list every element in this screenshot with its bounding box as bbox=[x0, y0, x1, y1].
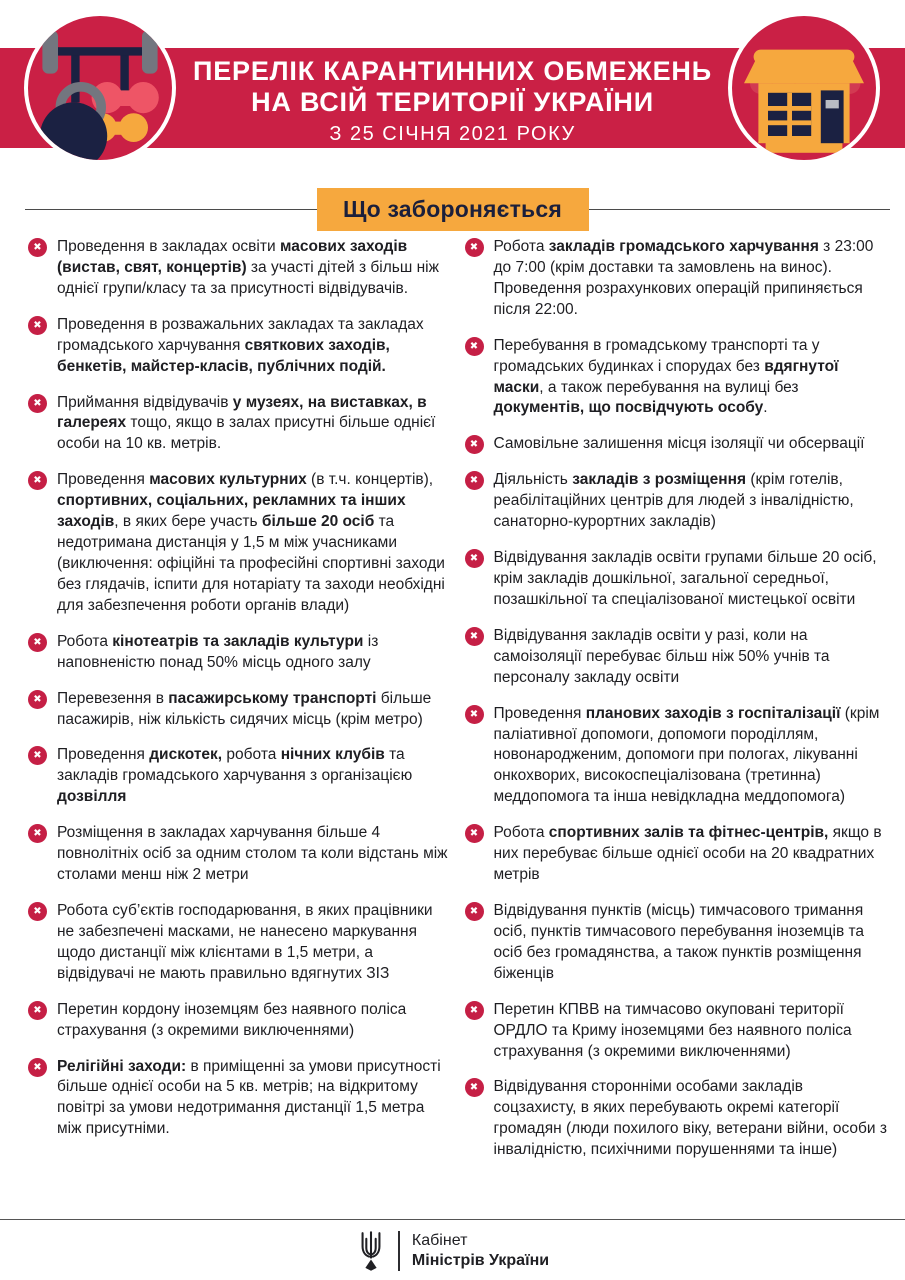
prohibition-item bbox=[28, 632, 451, 674]
prohibition-item bbox=[28, 689, 451, 731]
prohibition-item bbox=[28, 470, 451, 616]
prohibition-item bbox=[465, 336, 888, 420]
prohibition-text: Відвідування сторонніми особами закладів соцзахисту, в яких перебувають окремі категорії громадян (люди похилого віку, ветерани війни, особи з інвалідністю, психічними порушеннями та інше) bbox=[493, 1078, 888, 1159]
prohibition-text: Проведення планових заходів з госпіталізації (крім паліативної допомоги, допомоги породіллям, новонародженим, допомоги при пологах, лікуванні онкохворих, високоспеціалізована (третинна) меддопомога та інша невідкладна меддопомога) bbox=[493, 704, 880, 806]
prohibition-text: Відвідування закладів освіти у разі, коли на самоізоляції перебуває більш ніж 50% учнів та персоналу закладу освіти bbox=[493, 626, 830, 686]
x-circle-icon: ✖ bbox=[28, 746, 47, 765]
page-title-line2: НА ВСІЙ ТЕРИТОРІЇ УКРАЇНИ bbox=[251, 87, 654, 117]
page-title-line1: ПЕРЕЛІК КАРАНТИННИХ ОБМЕЖЕНЬ bbox=[193, 56, 712, 86]
x-circle-icon: ✖ bbox=[465, 471, 484, 490]
x-circle-icon: ✖ bbox=[465, 902, 484, 921]
prohibition-text: Перетин КПВВ на тимчасово окуповані території ОРДЛО та Криму іноземцями без наявного поліса страхування (з окремими виключеннями) bbox=[493, 1000, 852, 1060]
x-circle-icon: ✖ bbox=[465, 435, 484, 454]
prohibition-text: Самовільне залишення місця ізоляції чи обсервації bbox=[493, 435, 865, 453]
x-circle-icon: ✖ bbox=[465, 337, 484, 356]
tryzub-icon bbox=[356, 1230, 386, 1272]
prohibition-text: Діяльність закладів з розміщення (крім готелів, реабілітаційних центрів для людей з інвалідністю, санаторно-курортних закладів) bbox=[493, 471, 854, 531]
x-circle-icon: ✖ bbox=[28, 633, 47, 652]
prohibition-item bbox=[28, 823, 451, 886]
prohibition-item bbox=[465, 626, 888, 689]
prohibition-text: Проведення дискотек, робота нічних клубів та закладів громадського харчування з організацією дозвілля bbox=[57, 746, 413, 806]
prohibition-item bbox=[28, 315, 451, 378]
section-header-row bbox=[0, 188, 905, 231]
prohibition-item bbox=[465, 901, 888, 985]
x-circle-icon: ✖ bbox=[465, 627, 484, 646]
prohibition-text: Робота закладів громадського харчування з 23:00 до 7:00 (крім доставки та замовлень на винос). Проведення розрахункових операцій припиняється після 22:00. bbox=[493, 238, 874, 318]
prohibition-item bbox=[465, 823, 888, 886]
x-circle-icon: ✖ bbox=[28, 824, 47, 843]
prohibition-item bbox=[28, 745, 451, 808]
footer-org-line1: Кабінет bbox=[411, 1232, 468, 1249]
prohibition-item bbox=[465, 470, 888, 533]
prohibition-text: Перетин кордону іноземцям без наявного поліса страхування (з окремими виключеннями) bbox=[57, 1000, 407, 1039]
prohibitions-list bbox=[28, 237, 887, 1161]
section-badge: Що забороняється bbox=[317, 188, 589, 231]
prohibition-item bbox=[465, 1077, 888, 1161]
prohibition-item bbox=[28, 393, 451, 456]
x-circle-icon: ✖ bbox=[465, 1078, 484, 1097]
x-circle-icon: ✖ bbox=[28, 690, 47, 709]
prohibition-text: Розміщення в закладах харчування більше 4 повнолітніх осіб за одним столом та коли відстань між столами менш ніж 2 метри bbox=[57, 824, 448, 884]
header-titles bbox=[0, 56, 905, 146]
x-circle-icon: ✖ bbox=[465, 549, 484, 568]
prohibition-item bbox=[465, 434, 888, 455]
footer-divider-line bbox=[0, 1219, 905, 1220]
prohibition-text: Приймання відвідувачів у музеях, на виставках, в галереях тощо, якщо в залах присутні більше однієї особи на 10 кв. метрів. bbox=[57, 393, 436, 453]
column-right bbox=[465, 237, 888, 1161]
prohibition-text: Робота кінотеатрів та закладів культури із наповненістю понад 50% місць одного залу bbox=[57, 632, 379, 671]
prohibition-text: Релігійні заходи: в приміщенні за умови присутності більше однієї особи на 5 кв. метрів; на відкритому повітрі за умови недотримання дистанції 1,5 метра між присутніми. bbox=[57, 1057, 441, 1138]
prohibition-item bbox=[28, 1057, 451, 1141]
x-circle-icon: ✖ bbox=[28, 238, 47, 257]
x-circle-icon: ✖ bbox=[465, 824, 484, 843]
footer-brand bbox=[0, 1228, 905, 1274]
x-circle-icon: ✖ bbox=[28, 1058, 47, 1077]
prohibition-text: Робота суб’єктів господарювання, в яких працівники не забезпечені масками, не нанесено маркування щодо дистанції між клієнтами в 1,5 метри, а відвідувачі не мають правильно вдягнутих ЗІЗ bbox=[57, 901, 433, 982]
prohibition-item bbox=[465, 548, 888, 611]
x-circle-icon: ✖ bbox=[465, 238, 484, 257]
x-circle-icon: ✖ bbox=[28, 471, 47, 490]
prohibition-text: Проведення в закладах освіти масових заходів (вистав, свят, концертів) за участі дітей з більш ніж однієї групи/класу та за присутності відвідувачів. bbox=[57, 238, 439, 297]
footer-logo-divider bbox=[398, 1231, 400, 1271]
x-circle-icon: ✖ bbox=[28, 1001, 47, 1020]
column-left bbox=[28, 237, 451, 1161]
prohibition-text: Проведення в розважальних закладах та закладах громадського харчування святкових заходів, бенкетів, майстер-класів, публічних подій. bbox=[57, 315, 424, 375]
x-circle-icon: ✖ bbox=[465, 1001, 484, 1020]
page-subtitle-date: З 25 СІЧНЯ 2021 РОКУ bbox=[329, 123, 576, 145]
footer-org-line2: Міністрів України bbox=[411, 1252, 550, 1269]
x-circle-icon: ✖ bbox=[28, 316, 47, 335]
prohibition-text: Відвідування пунктів (місць) тимчасового тримання осіб, пунктів тимчасового перебування іноземців та осіб без громадянства, а також пунктів розміщення біженців bbox=[493, 901, 865, 982]
prohibition-item bbox=[465, 1000, 888, 1063]
x-circle-icon: ✖ bbox=[28, 394, 47, 413]
x-circle-icon: ✖ bbox=[465, 705, 484, 724]
prohibition-item bbox=[28, 237, 451, 300]
prohibition-text: Проведення масових культурних (в т.ч. концертів), спортивних, соціальних, рекламних та інших заходів, в яких бере участь більше 20 осіб та недотримана дистанція у 1,5 м між учасниками (виключення: офіційні та професійні спортивні заходи без глядачів, іспити для нотаріату та заходи необхідні для забезпечення роботи органів влади) bbox=[57, 471, 445, 614]
prohibition-text: Робота спортивних залів та фітнес-центрів, якщо в них перебуває більше однієї особи на 20 квадратних метрів bbox=[493, 824, 882, 884]
prohibition-item bbox=[28, 1000, 451, 1042]
prohibition-text: Перевезення в пасажирському транспорті більше пасажирів, ніж кількість сидячих місць (крім метро) bbox=[57, 689, 432, 728]
footer-org-name bbox=[412, 1231, 549, 1271]
prohibition-text: Відвідування закладів освіти групами більше 20 осіб, крім закладів дошкільної, загальної середньої, позашкільної та спеціалізованої мистецької освіти bbox=[493, 549, 877, 608]
prohibition-text: Перебування в громадському транспорті та у громадських будинках і спорудах без вдягнутої маски, а також перебування на вулиці без документів, що посвідчують особу. bbox=[493, 336, 839, 417]
prohibition-item bbox=[28, 901, 451, 985]
prohibition-item bbox=[465, 237, 888, 321]
x-circle-icon: ✖ bbox=[28, 902, 47, 921]
prohibition-item bbox=[465, 704, 888, 809]
